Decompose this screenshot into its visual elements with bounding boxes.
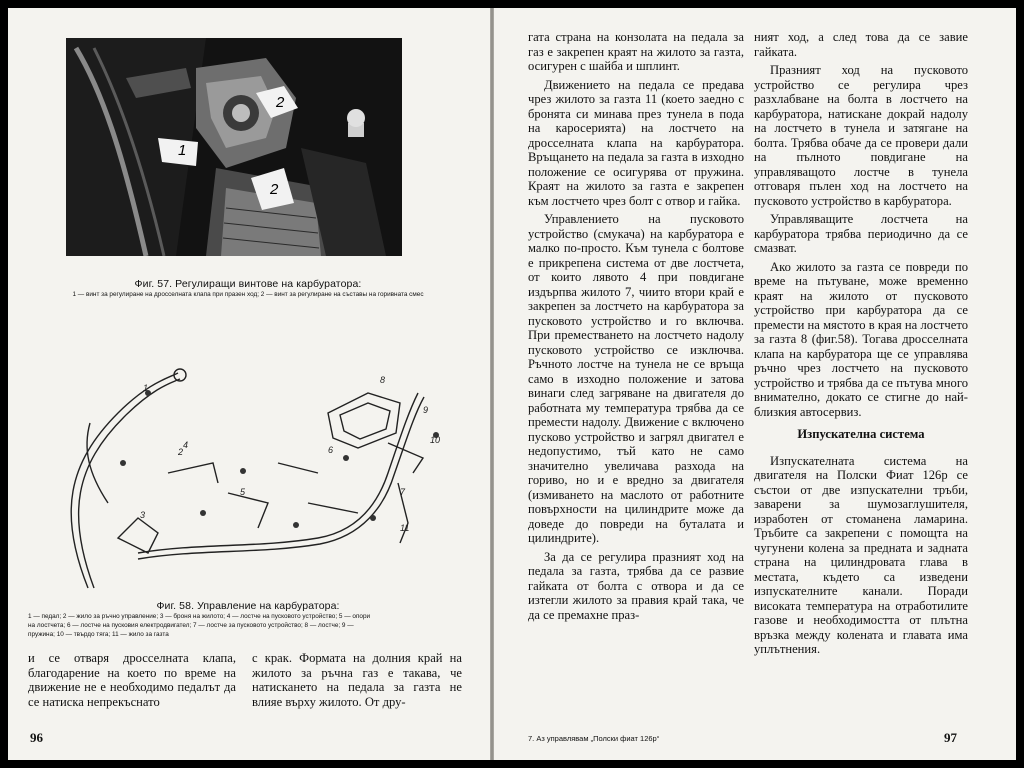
carburetor-control-diagram — [28, 353, 468, 598]
right-col-b-paragraph-1: ният ход, а след това да се завие гайката. — [754, 30, 968, 59]
page-footer-note: 7. Аз управлявам „Полски фиат 126р“ — [528, 734, 660, 743]
left-text-column-b — [252, 651, 462, 709]
page-number-right: 97 — [944, 730, 957, 745]
carburetor-photo-image — [66, 38, 402, 256]
fig58-caption-legend-line-1: 1 — педал; 2 — жило за ръчно управление; 3 — броня на жилото; 4 — лостче на пусковото устройство; 5 — опори — [28, 613, 371, 620]
right-col-a-paragraph-4: За да се регулира празният ход на педала за газта, трябва да се развие гайката от болта с отвора и да се изтегли жилото за правия край така, че да се премахне праз- — [528, 549, 744, 622]
right-col-b-paragraph-4: Ако жилото за газта се повреди по време на пътуване, може временно краят на жилото от пусковото устройство при карбуратора да се премести на мястото в края на лостчето за газта 8 (фиг.58). Тогава дросселната клапа на карбуратора ще се управлява ръчно чрез лостчето на пусковото устройство и трябва да се пътува много внимателно, докато се стигне до най-близкия автосервиз. — [754, 259, 968, 419]
fig58-label-11: 11 — [400, 523, 410, 533]
fig58-label-9: 9 — [423, 405, 429, 415]
photo-label-2-top: 2 — [276, 94, 285, 111]
fig58-label-6: 6 — [328, 445, 334, 455]
fig58-label-8: 8 — [380, 375, 386, 385]
left-col-b-paragraph: с крак. Формата на долния край на жилото за ръчна газ е такава, че натискането на педала за газта не влияе върху жилото. От дру- — [252, 651, 462, 709]
fig58-label-3: 3 — [140, 510, 146, 520]
fig58-label-5: 5 — [240, 487, 246, 497]
page-number-left: 96 — [30, 730, 43, 745]
right-col-b-paragraph-3: Управляващите лостчета на карбуратора трябва периодично да се смазват. — [754, 212, 968, 255]
right-col-a-paragraph-1: гата страна на конзолата на педала за газ е закрепен краят на жилото за газта, осигурен с шайба и шплинт. — [528, 30, 744, 73]
fig58-diagram — [28, 353, 468, 598]
left-text-column-a — [28, 651, 236, 709]
fig57-caption-legend: 1 — винт за регулиране на дросселната клапа при празен ход; 2 — винт за регулиране на съставы на горивната смес — [72, 291, 424, 298]
section-heading: Изпускателна система — [797, 427, 925, 441]
fig58-label-7: 7 — [400, 487, 406, 497]
fig58-label-2: 2 — [178, 447, 184, 457]
right-col-b-paragraph-2: Празният ход на пусковото устройство се регулира чрез разхлабване на болта в лостчето на карбуратора, натискане докрай надолу на лостчето в тунела и затягане на болта. Трябва обаче да се провери дали на пълното повдигане на управляващото лостче в тунела отговаря пълен ход на лостчето на пусковото устройство в карбуратора. — [754, 63, 968, 208]
photo-label-2-bottom: 2 — [270, 181, 279, 198]
right-col-a-paragraph-3: Управлението на пусковото устройство (смукача) на карбуратора е малко по-просто. Към тунела с болтове е прикрепена системa от две лостчета, от които лявото 4 при повдигане издърпва жилото 7, чиито втори край е закрепен за лостчето на карбуратора за пусковото устройство и го включва. При преместването на лостчето надолу пусковото устройство се изключва. Ръчното лостче на тунела не се връща само в изходно положение и затова винаги след загряване на двигателя до работната му температура трябва да се премести надолу. Движение с включено пусково устройство и загрял двигател е недопустимо, тъй като не само значително увеличава разхода на гориво, но и е вредно за двигателя (измиването на маслото от работните повърхности на цилиндрите може да доведе до повреди на буталата и цилиндрите). — [528, 212, 744, 545]
photo-label-1: 1 — [178, 142, 187, 159]
right-page — [494, 8, 1016, 760]
right-text-column-a — [528, 30, 744, 622]
fig58-label-4: 4 — [183, 440, 189, 450]
right-text-column-b — [754, 30, 968, 657]
fig58-caption-legend-line-2: на лостчета; 6 — лостче на пусковия електродвигател; 7 — лостче за пусковото устройство; 8 — лостче; 9 — — [28, 622, 354, 629]
left-col-a-paragraph: и се отваря дросселната клапа, благодарение на което по време на движение не е необходимо педалът да се натиска непрекъснато — [28, 651, 236, 709]
fig57-caption-title: Фиг. 57. Регулиращи винтове на карбуратора: — [134, 278, 362, 290]
left-page — [8, 8, 490, 760]
fig58-caption-title: Фиг. 58. Управление на карбуратора: — [156, 600, 340, 612]
section-paragraph: Изпускателната система на двигателя на Полски Фиат 126р се състои от две изпускателни тръби, заварени за шумозаглушителя, изработен от стоманена ламарина. Тръбите са закрепени с помощта на чугунени колена за предната и задната страна на цилиндровата глава в местата, където са изведени изпускателните канали. Поради високата температура на отработилите газове и необходимостта от плътна връзка между колената и главата има уплътнения. — [754, 453, 968, 656]
fig57-caption — [38, 278, 458, 299]
fig58-caption — [28, 600, 468, 639]
fig58-label-10: 10 — [430, 435, 441, 445]
fig58-label-1: 1 — [143, 383, 149, 393]
right-col-a-paragraph-2: Движението на педала се предава чрез жилото за газта 11 (което заедно с бронята си минава през тунела в пода на каросерията) на лостчето на дросселната клапа на карбуратора. Връщането на педала за газта в изходно положение се осигурява от пружина. Краят на жилото за газта е закрепен към лостчето чрез болт с отвор и гайка. — [528, 77, 744, 208]
fig58-caption-legend-line-3: пружина; 10 — твърдо тяга; 11 — жило за газта — [28, 631, 169, 638]
fig57-photo — [66, 38, 402, 256]
